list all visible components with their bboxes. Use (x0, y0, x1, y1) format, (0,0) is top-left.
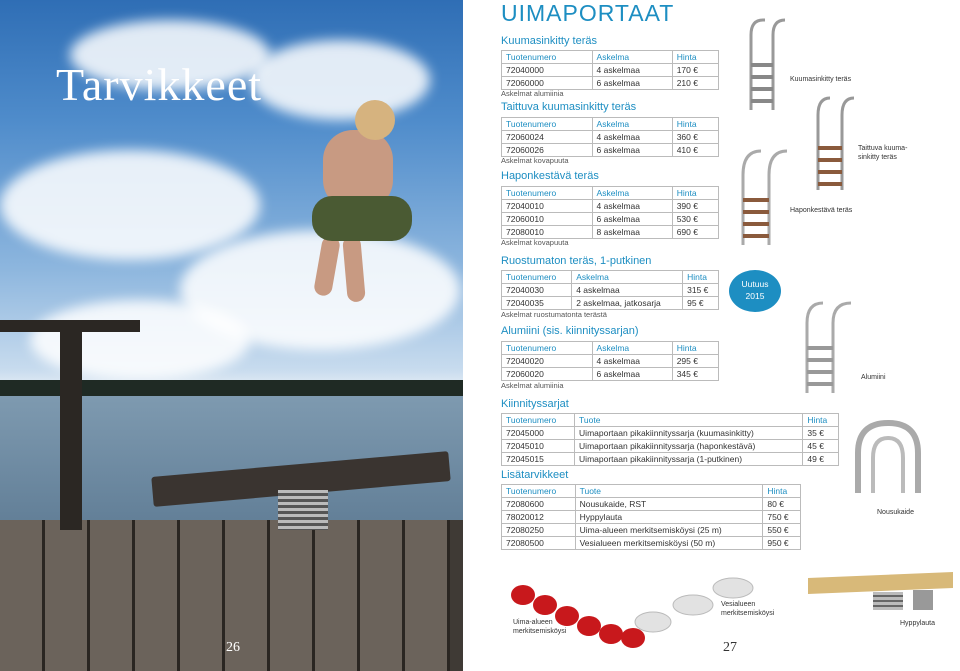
table-cell: 72080600 (502, 498, 576, 511)
jumper-shorts (312, 196, 412, 241)
table-row (502, 368, 719, 381)
table-row (502, 77, 719, 90)
table-row (502, 498, 801, 511)
dock-railing (0, 320, 140, 332)
table-cell: 390 € (672, 200, 718, 213)
caption-line: Vesialueen (721, 601, 756, 608)
table-cell: 4 askelmaa (592, 64, 672, 77)
table-row (502, 284, 719, 297)
price-table (501, 484, 801, 550)
table-row (502, 64, 719, 77)
table-cell: 72045000 (502, 427, 575, 440)
column-header: Tuotenumero (502, 118, 593, 131)
dock-plank (135, 520, 180, 671)
section-title: Ruostumaton teräs, 1-putkinen (501, 255, 652, 267)
column-header: Tuotenumero (502, 342, 593, 355)
table-cell: 410 € (672, 144, 718, 157)
jumper-head (355, 100, 395, 140)
table-cell: 6 askelmaa (592, 144, 672, 157)
table-cell: 6 askelmaa (592, 213, 672, 226)
price-table (501, 186, 719, 239)
table-cell: 690 € (672, 226, 718, 239)
section-title: Lisätarvikkeet (501, 469, 569, 481)
section-title: Kuumasinkitty teräs (501, 35, 597, 47)
table-row (502, 297, 719, 310)
table-cell: 4 askelmaa (592, 355, 672, 368)
caption-line: Uima-alueen (513, 619, 553, 626)
table-cell: 72040030 (502, 284, 572, 297)
column-header: Hinta (683, 271, 719, 284)
caption (721, 600, 774, 618)
table-row (502, 440, 839, 453)
table-cell: 72060010 (502, 213, 593, 226)
page-title: Tarvikkeet (56, 59, 263, 110)
table-cell: 72045015 (502, 453, 575, 466)
column-header: Hinta (672, 187, 718, 200)
cloud (0, 150, 260, 260)
table-cell: 6 askelmaa (592, 368, 672, 381)
caption-line: Taittuva kuuma- (858, 145, 908, 152)
column-header: Askelma (592, 342, 672, 355)
catalog-heading: UIMAPORTAAT (501, 0, 675, 26)
caption (513, 618, 566, 636)
caption-line: merkitsemisköysi (513, 628, 567, 635)
table-cell: 72060026 (502, 144, 593, 157)
table-cell: 345 € (672, 368, 718, 381)
price-table (501, 50, 719, 90)
table-cell: Hyppylauta (575, 511, 763, 524)
column-header: Hinta (803, 414, 839, 427)
new-badge (729, 270, 781, 312)
table-row (502, 131, 719, 144)
table-note: Askelmat alumiinia (501, 89, 564, 98)
caption (858, 144, 907, 162)
column-header: Hinta (672, 51, 718, 64)
table-note: Askelmat kovapuuta (501, 156, 569, 165)
column-header: Tuote (575, 485, 763, 498)
table-cell: 78020012 (502, 511, 576, 524)
table-cell: 35 € (803, 427, 839, 440)
dock-plank (45, 520, 90, 671)
column-header: Askelma (592, 118, 672, 131)
table-cell: 550 € (763, 524, 801, 537)
table-cell: 2 askelmaa, jatkosarja (572, 297, 683, 310)
price-table (501, 341, 719, 381)
table-cell: 210 € (672, 77, 718, 90)
table-cell: 72080250 (502, 524, 576, 537)
column-header: Tuotenumero (502, 51, 593, 64)
dock-plank (270, 520, 315, 671)
ladder-acidproof-icon (731, 145, 796, 250)
table-note: Askelmat kovapuuta (501, 238, 569, 247)
table-row (502, 226, 719, 239)
table-cell: 4 askelmaa (572, 284, 683, 297)
caption-line: sinkitty teräs (858, 154, 897, 161)
column-header: Askelma (592, 51, 672, 64)
table-cell: 4 askelmaa (592, 131, 672, 144)
page-number-left: 26 (226, 640, 240, 655)
table-cell: 72045010 (502, 440, 575, 453)
table-cell: 6 askelmaa (592, 77, 672, 90)
table-cell: 72040020 (502, 355, 593, 368)
table-cell: Uimaportaan pikakiinnityssarja (kuumasinkitty) (575, 427, 803, 440)
caption: Kuumasinkitty teräs (790, 76, 852, 83)
dock-plank (0, 520, 45, 671)
table-cell: 45 € (803, 440, 839, 453)
table-cell: 72040000 (502, 64, 593, 77)
badge-line: Uutuus (741, 279, 769, 289)
dock-plank (180, 520, 225, 671)
table-note: Askelmat ruostumatonta terästä (501, 310, 607, 319)
table-cell: 530 € (672, 213, 718, 226)
column-header: Askelma (572, 271, 683, 284)
dock-plank (405, 520, 450, 671)
table-cell: 295 € (672, 355, 718, 368)
column-header: Tuotenumero (502, 414, 575, 427)
diving-board-icon (803, 570, 958, 620)
dock-plank (90, 520, 135, 671)
caption: Alumiini (861, 374, 886, 381)
ladder-aluminium-icon (793, 298, 863, 398)
column-header: Tuotenumero (502, 271, 572, 284)
table-row (502, 355, 719, 368)
table-cell: 80 € (763, 498, 801, 511)
ladder-galvanized-icon (743, 15, 793, 115)
badge-line: 2015 (745, 291, 765, 301)
table-cell: Uimaportaan pikakiinnityssarja (haponkestävä) (575, 440, 803, 453)
table-cell: Vesialueen merkitsemisköysi (50 m) (575, 537, 763, 550)
column-header: Tuotenumero (502, 187, 593, 200)
section-title: Taittuva kuumasinkitty teräs (501, 101, 637, 113)
table-cell: 315 € (683, 284, 719, 297)
caption: Nousukaide (877, 509, 914, 516)
table-cell: 4 askelmaa (592, 200, 672, 213)
table-row (502, 537, 801, 550)
price-table (501, 270, 719, 310)
table-cell: 72040035 (502, 297, 572, 310)
table-row (502, 453, 839, 466)
column-header: Hinta (672, 342, 718, 355)
table-cell: 950 € (763, 537, 801, 550)
table-row (502, 524, 801, 537)
column-header: Hinta (763, 485, 801, 498)
table-cell: 72080500 (502, 537, 576, 550)
dock-post (60, 330, 82, 530)
table-cell: 95 € (683, 297, 719, 310)
price-table (501, 117, 719, 157)
dock-plank (360, 520, 405, 671)
table-cell: 360 € (672, 131, 718, 144)
table-row (502, 511, 801, 524)
table-cell: 49 € (803, 453, 839, 466)
caption: Hyppylauta (900, 620, 936, 627)
column-header: Tuotenumero (502, 485, 576, 498)
cloud (250, 40, 430, 120)
table-row (502, 427, 839, 440)
table-row (502, 200, 719, 213)
column-header: Tuote (575, 414, 803, 427)
table-cell: 72060024 (502, 131, 593, 144)
table-cell: 8 askelmaa (592, 226, 672, 239)
table-cell: 72040010 (502, 200, 593, 213)
table-cell: Uima-alueen merkitsemisköysi (25 m) (575, 524, 763, 537)
dock-plank (315, 520, 360, 671)
caption: Haponkestävä teräs (790, 207, 853, 214)
table-row (502, 144, 719, 157)
ladder-folding-icon (808, 90, 863, 195)
table-cell: 750 € (763, 511, 801, 524)
diving-board-spring (278, 490, 328, 530)
table-cell: Nousukaide, RST (575, 498, 763, 511)
page-number-right: 27 (723, 640, 737, 655)
table-cell: 72080010 (502, 226, 593, 239)
column-header: Askelma (592, 187, 672, 200)
section-title: Alumiini (sis. kiinnityssarjan) (501, 325, 639, 337)
price-table (501, 413, 839, 466)
caption-line: merkitsemisköysi (721, 610, 775, 617)
column-header: Hinta (672, 118, 718, 131)
table-cell: 72060000 (502, 77, 593, 90)
table-cell: 72060020 (502, 368, 593, 381)
table-cell: Uimaportaan pikakiinnityssarja (1-putkinen) (575, 453, 803, 466)
table-cell: 170 € (672, 64, 718, 77)
section-title: Kiinnityssarjat (501, 398, 569, 410)
section-title: Haponkestävä teräs (501, 170, 599, 182)
catalog-page (463, 0, 960, 671)
cover-photo (0, 0, 463, 671)
handrail-icon (848, 418, 928, 498)
table-row (502, 213, 719, 226)
table-note: Askelmat alumiinia (501, 381, 564, 390)
